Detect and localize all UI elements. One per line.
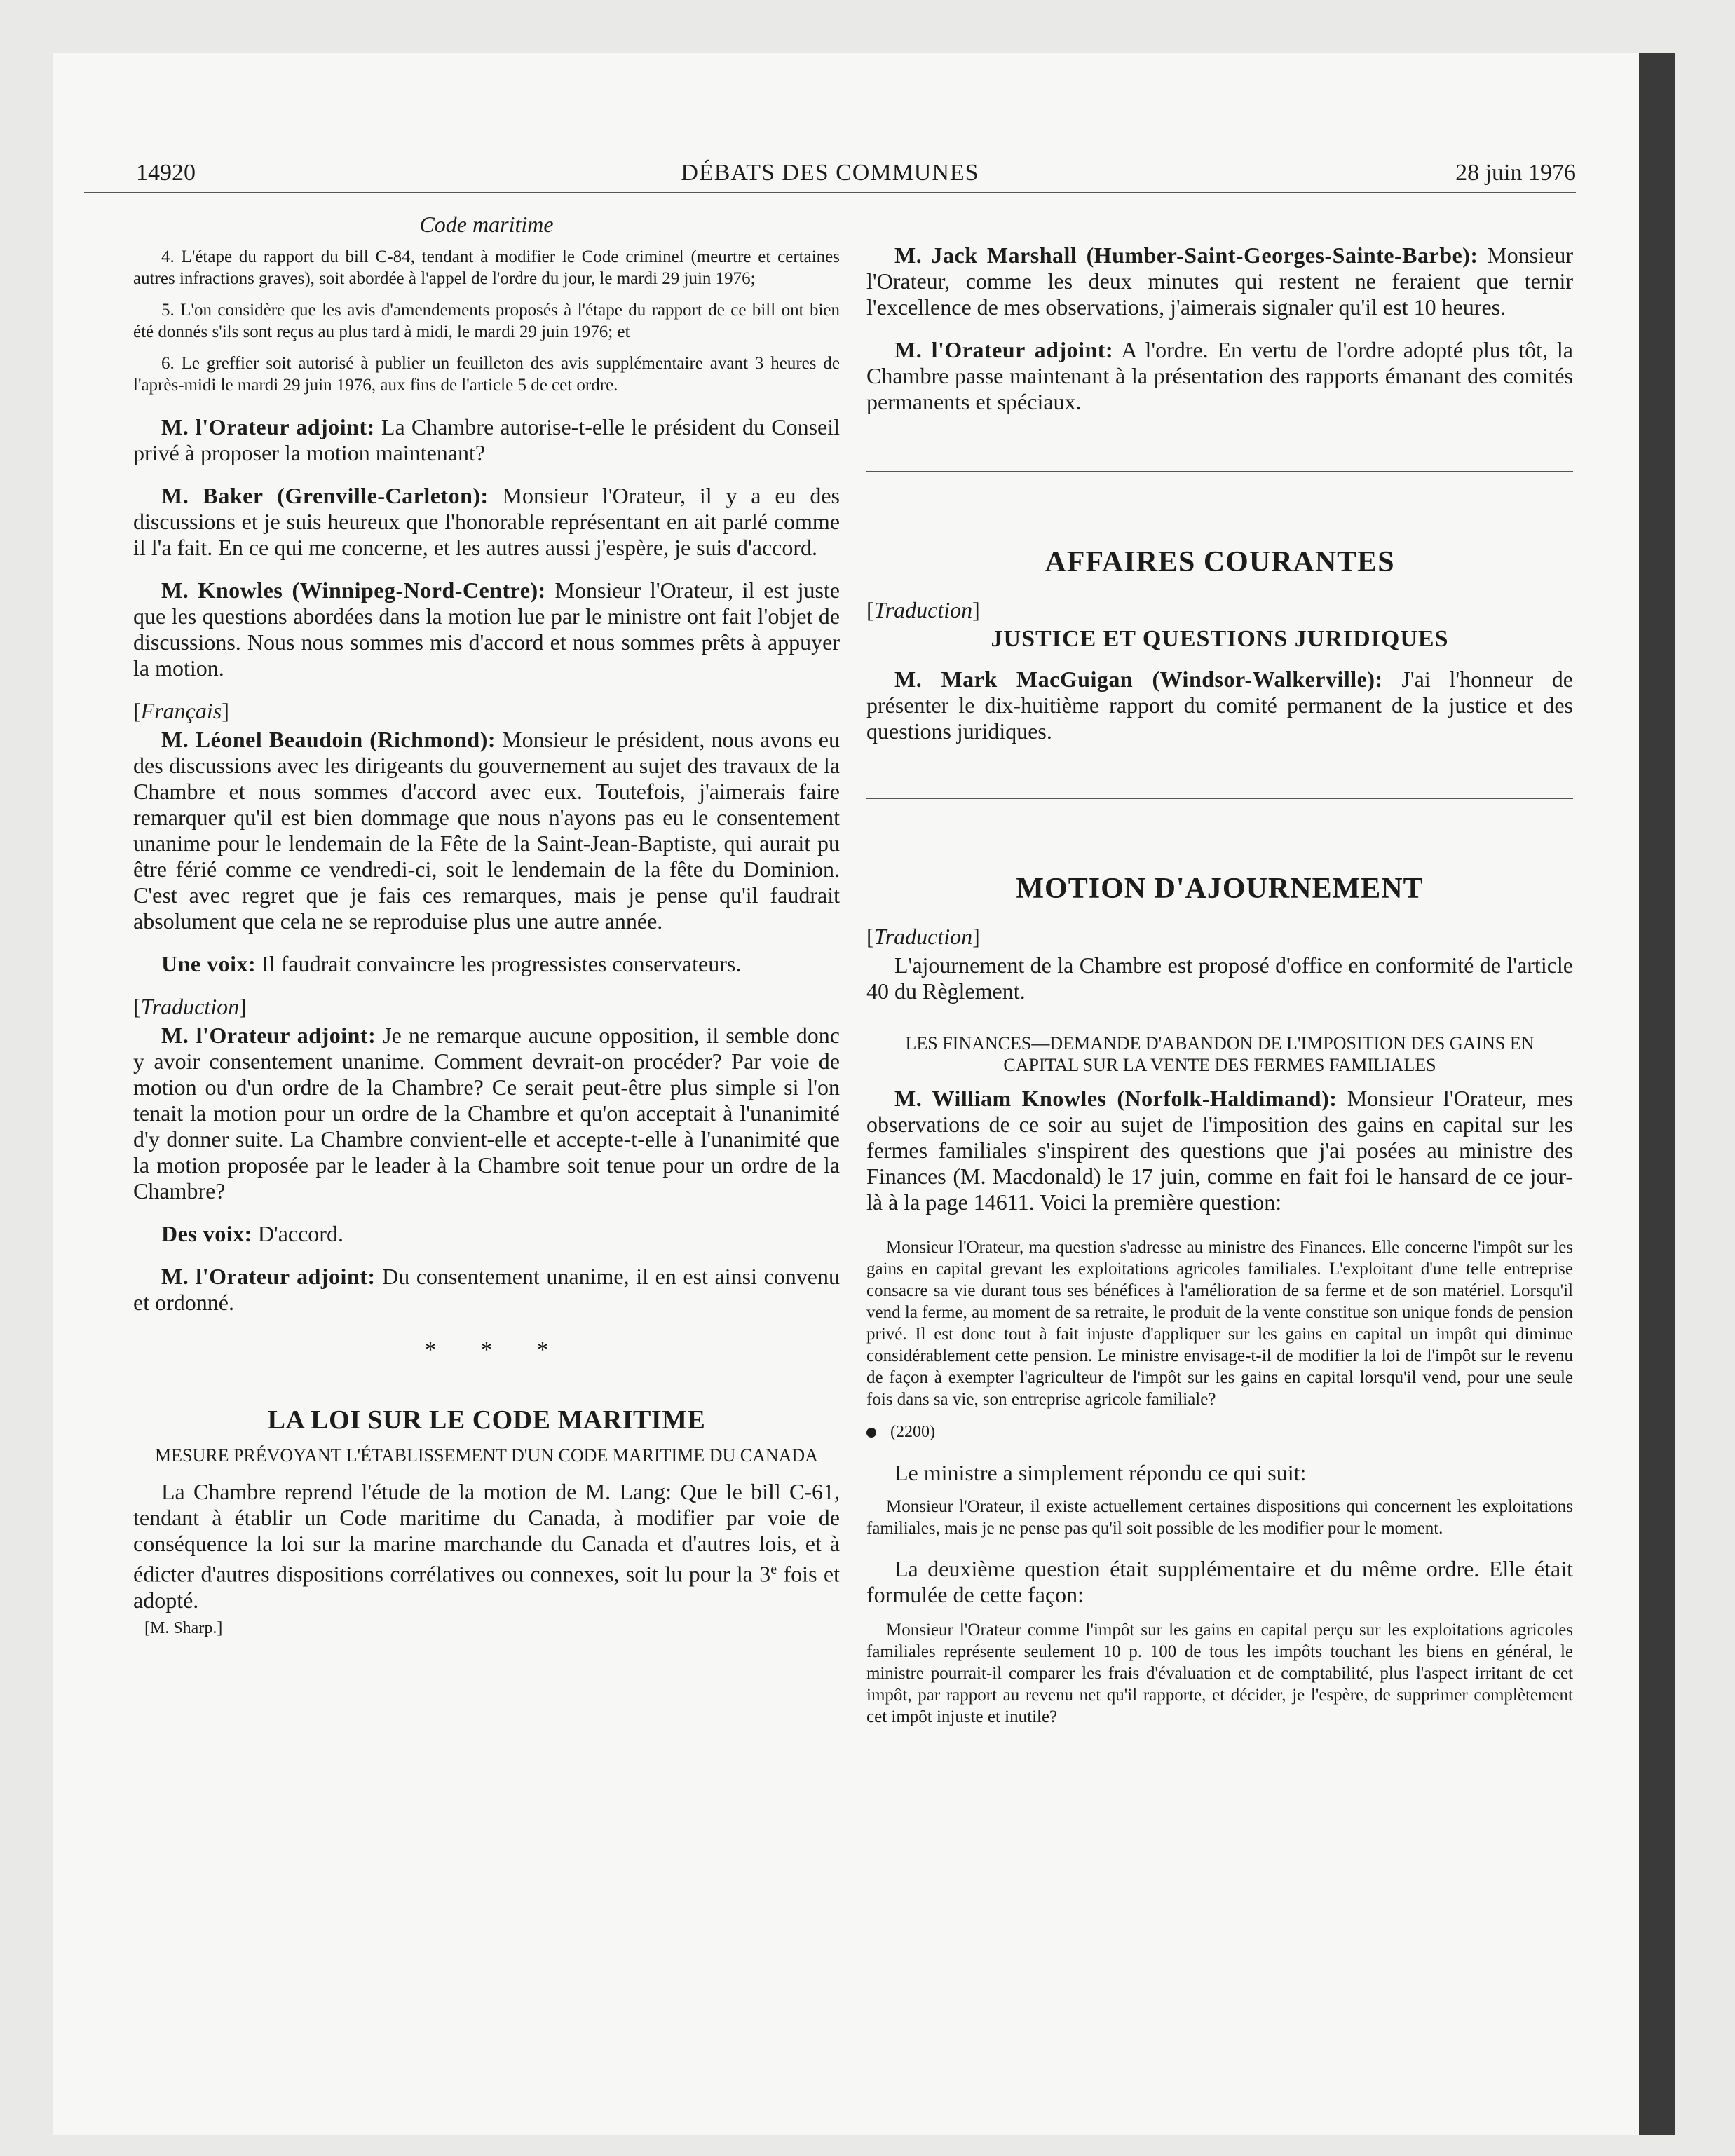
order-item: 6. Le greffier soit autorisé à publier un feuilleton des avis supplémentaire avant 3 heures de l'après-midi le mardi 29 juin 1976, aux fins de l'article 5 de cet ordre. <box>133 354 840 395</box>
motion-paragraph: La Chambre reprend l'étude de la motion de M. Lang: Que le bill C-61, tendant à établir un Code maritime du Canada, à modifier par voie de conséquence la loi sur la marine marchande du Canada et d'autres lois, et à édicter d'autres dispositions corrélatives ou connexes, soit lu pour la 3e fois et adopté. <box>133 1479 840 1613</box>
speech-paragraph <box>133 1264 840 1316</box>
language-marker: [Français] <box>133 698 229 723</box>
order-item: 5. L'on considère que les avis d'amendements proposés à l'étape du rapport de ce bill ont bien été donnés s'ils sont reçus au plus tard à midi, le mardi 29 juin 1976; et <box>133 301 840 341</box>
page-header <box>84 160 1576 193</box>
speech-paragraph <box>866 337 1573 415</box>
speaker-name: Des voix: <box>161 1221 252 1246</box>
speech-paragraph <box>866 667 1573 744</box>
publication-title: DÉBATS DES COMMUNES <box>681 160 979 186</box>
speech-text: Monsieur l'Orateur, il est juste que les questions abordées dans la motion lue par le ministre ont fait l'objet de discussions. Nous nous sommes mis d'accord et nous sommes prêts à appuyer la motion. <box>133 578 841 681</box>
speech-paragraph <box>866 1086 1573 1215</box>
speech-paragraph <box>133 1023 840 1204</box>
speaker-name: M. l'Orateur adjoint: <box>161 1264 376 1289</box>
narrative-paragraph: La deuxième question était supplémentaire et du même ordre. Elle était formulée de cette façon: <box>866 1556 1573 1607</box>
speech-paragraph <box>866 243 1573 320</box>
speech-text: La Chambre autorise-t-elle le président du Conseil privé à proposer la motion maintenant? <box>133 414 841 465</box>
speaker-name: M. l'Orateur adjoint: <box>894 337 1114 362</box>
section-heading: AFFAIRES COURANTES <box>1045 546 1395 578</box>
section-title: Code maritime <box>419 212 554 237</box>
language-marker: [Traduction] <box>866 597 980 622</box>
quoted-answer: Monsieur l'Orateur, il existe actuellement certaines dispositions qui concernent les exploitations familiales, mais je ne pense pas qu'il soit possible de les modifier pour le moment. <box>866 1497 1573 1538</box>
topic-heading: LES FINANCES—DEMANDE D'ABANDON DE L'IMPOSITION DES GAINS EN CAPITAL SUR LA VENTE DES FERMES FAMILIALES <box>905 1033 1535 1075</box>
speech-text: A l'ordre. En vertu de l'ordre adopté plus tôt, la Chambre passe maintenant à la présentation des rapports émanant des comités permanents et spéciaux. <box>866 337 1574 414</box>
bullet-icon <box>866 1428 876 1438</box>
motion-paragraph: L'ajournement de la Chambre est proposé d'office en conformité de l'article 40 du Règlement. <box>866 953 1573 1004</box>
section-rule <box>866 798 1573 799</box>
time-marker: (2200) <box>866 1423 1573 1442</box>
speaker-attribution: [M. Sharp.] <box>144 1618 223 1637</box>
section-separator: * * * <box>425 1337 568 1362</box>
speech-paragraph <box>133 483 840 561</box>
speech-paragraph <box>133 414 840 466</box>
scan-edge-bar <box>1639 53 1675 2135</box>
law-title: LA LOI SUR LE CODE MARITIME <box>267 1405 706 1435</box>
speech-text: Il faudrait convaincre les progressistes conservateurs. <box>256 951 742 976</box>
quoted-question: Monsieur l'Orateur, ma question s'adresse au ministre des Finances. Elle concerne l'impôt sur les gains en capital grevant les exploitations agricoles familiales. L'exploitant d'une telle entreprise consacre sa vie durant tous ses bénéfices à l'amélioration de sa ferme et de son matériel. Lorsqu'il vend la ferme, au moment de sa retraite, le produit de la vente constitue son unique fonds de pension privé. Il est donc tout à fait injuste d'appliquer sur les gains en capital un impôt qui diminue considérablement cette pension. Le ministre envisage-t-il de modifier la loi de l'impôt sur le revenu de façon à exempter l'agriculteur de l'impôt sur les gains en capital lorsqu'il vend, pour une seule fois dans sa vie, son entreprise agricole familiale? <box>866 1238 1573 1409</box>
language-marker: [Traduction] <box>866 924 980 949</box>
speech-paragraph <box>133 1221 840 1247</box>
speech-text: Du consentement unanime, il en est ainsi convenu et ordonné. <box>133 1264 841 1315</box>
narrative-paragraph: Le ministre a simplement répondu ce qui suit: <box>894 1460 1307 1485</box>
speaker-name: M. Léonel Beaudoin (Richmond): <box>161 727 496 752</box>
section-heading: MOTION D'AJOURNEMENT <box>1016 873 1424 905</box>
speaker-name: M. William Knowles (Norfolk-Haldimand): <box>894 1086 1338 1111</box>
section-rule <box>866 471 1573 472</box>
speech-paragraph <box>133 727 840 934</box>
speech-text: Je ne remarque aucune opposition, il semble donc y avoir consentement unanime. Comment devrait-on procéder? Par voie de motion ou d'un ordre de la Chambre? Ce serait peut-être plus simple si l'on tenait la motion pour un ordre de la Chambre et qu'on acceptait à l'unanimité d'y donner suite. La Chambre convient-elle et accepte-t-elle à l'unanimité que la motion proposée par le leader à la Chambre soit tenue pour un ordre de la Chambre? <box>133 1023 841 1203</box>
speech-text: Monsieur l'Orateur, comme les deux minutes qui restent ne feraient que ternir l'excellence de mes observations, j'aimerais signaler qu'il est 10 heures. <box>866 243 1574 320</box>
page-date: 28 juin 1976 <box>1455 160 1576 186</box>
language-marker: [Traduction] <box>133 994 247 1019</box>
speech-text: Monsieur l'Orateur, il y a eu des discussions et je suis heureux que l'honorable représentant en ait parlé comme il l'a fait. En ce qui me concerne, et les autres aussi j'espère, je suis d'accord. <box>133 483 841 560</box>
speaker-name: M. l'Orateur adjoint: <box>161 1023 376 1048</box>
speech-paragraph <box>133 951 840 977</box>
order-item: 4. L'étape du rapport du bill C-84, tendant à modifier le Code criminel (meurtre et certaines autres infractions graves), soit abordée à l'appel de l'ordre du jour, le mardi 29 juin 1976; <box>133 247 840 288</box>
law-subtitle: MESURE PRÉVOYANT L'ÉTABLISSEMENT D'UN CODE MARITIME DU CANADA <box>155 1445 818 1466</box>
page-number: 14920 <box>136 160 196 186</box>
speaker-name: Une voix: <box>161 951 257 976</box>
speech-text: Monsieur le président, nous avons eu des discussions avec les dirigeants du gouvernement au sujet des travaux de la Chambre et nous sommes d'accord avec eux. Toutefois, j'aimerais faire remarquer qu'il est bien dommage que nous n'ayons pas eu le consentement unanime pour le lendemain de la Fête de la Saint-Jean-Baptiste, qui aurait pu être férié comme ce vendredi-ci, soit le lendemain de la fête du Dominion. C'est avec regret que je fais ces remarques, mais je pense qu'il faudrait absolument que cela ne se reproduise plus une autre année. <box>133 727 841 934</box>
speaker-name: M. Mark MacGuigan (Windsor-Walkerville): <box>894 667 1383 692</box>
left-column <box>133 212 840 1638</box>
speech-text: D'accord. <box>252 1221 343 1246</box>
speaker-name: M. Jack Marshall (Humber-Saint-Georges-Sainte-Barbe): <box>894 243 1478 268</box>
rubric-heading: JUSTICE ET QUESTIONS JURIDIQUES <box>991 626 1449 652</box>
speech-text: J'ai l'honneur de présenter le dix-huitième rapport du comité permanent de la justice et des questions juridiques. <box>866 667 1574 744</box>
speaker-name: M. Baker (Grenville-Carleton): <box>161 483 489 508</box>
speaker-name: M. l'Orateur adjoint: <box>161 414 375 439</box>
speaker-name: M. Knowles (Winnipeg-Nord-Centre): <box>161 578 546 603</box>
quoted-question: Monsieur l'Orateur comme l'impôt sur les gains en capital perçu sur les exploitations agricoles familiales représente seulement 10 p. 100 de tous les impôts touchant les biens en général, le ministre pourrait-il comparer les frais d'évaluation et de comptabilité, plus l'aspect irritant de cet impôt, par rapport au revenu net qu'il rapporte, et décider, je l'espère, de supprimer complètement cet impôt injuste et inutile? <box>866 1621 1573 1726</box>
right-column <box>866 243 1573 1740</box>
speech-paragraph <box>133 578 840 681</box>
speech-text: Monsieur l'Orateur, mes observations de ce soir au sujet de l'imposition des gains en capital sur les fermes familiales s'inspirent des questions que j'ai posées au ministre des Finances (M. Macdonald) le 17 juin, comme en fait foi le hansard de ce jour-là à la page 14611. Voici la première question: <box>866 1086 1574 1215</box>
